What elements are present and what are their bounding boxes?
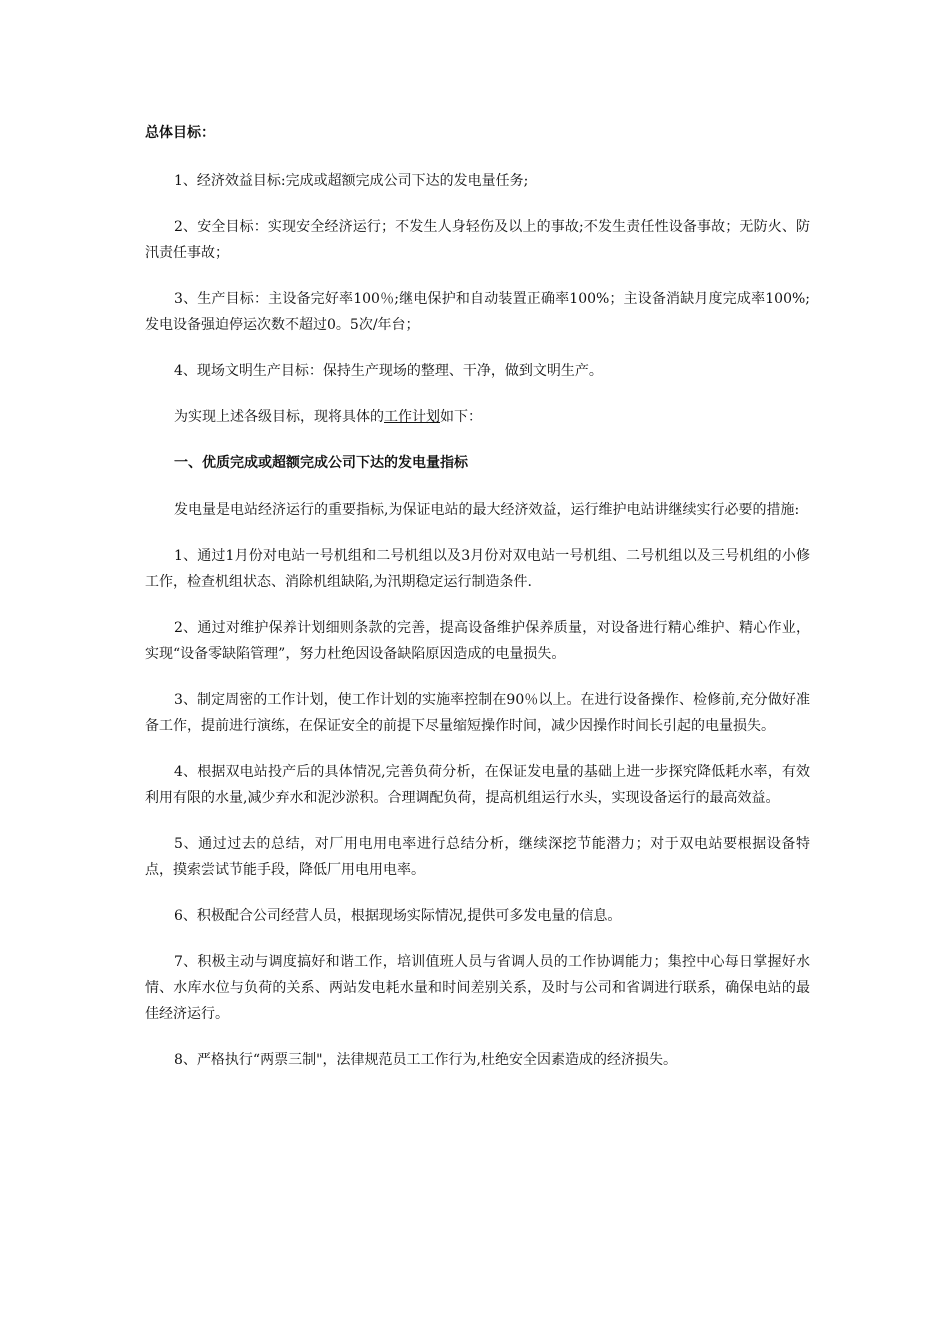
measure-item-6: 6、积极配合公司经营人员，根据现场实际情况,提供可多发电量的信息。 [174, 908, 622, 924]
measure-item-7: 7、积极主动与调度搞好和谐工作，培训值班人员与省调人员的工作协调能力；集控中心每日掌握好水情、水库水位与负荷的关系、两站发电耗水量和时间差别关系，及时与公司和省调进行联系，确保电站的最佳经济运行。 [145, 954, 810, 1022]
measure-item-3: 3、制定周密的工作计划，使工作计划的实施率控制在90％以上。在进行设备操作、检修前,充分做好准备工作，提前进行演练，在保证安全的前提下尽量缩短操作时间，减少因操作时间长引起的电量损失。 [145, 692, 810, 734]
goal-paragraph-1: 1、经济效益目标:完成或超额完成公司下达的发电量任务; [174, 173, 529, 189]
measure-item-4: 4、根据双电站投产后的具体情况,完善负荷分析，在保证发电量的基础上进一步探究降低耗水率，有效利用有限的水量,减少弃水和泥沙淤积。合理调配负荷，提高机组运行水头，实现设备运行的最高效益。 [145, 764, 810, 806]
section-lead-paragraph: 发电量是电站经济运行的重要指标,为保证电站的最大经济效益，运行维护电站讲继续实行必要的措施: [174, 502, 800, 518]
goal-paragraph-3: 3、生产目标：主设备完好率100％;继电保护和自动装置正确率100%；主设备消缺月度完成率100%;发电设备强迫停运次数不超过0。5次/年台； [145, 291, 810, 333]
goal-paragraph-4: 4、现场文明生产目标：保持生产现场的整理、干净，做到文明生产。 [174, 363, 603, 379]
intro-paragraph [145, 404, 810, 430]
intro-text-after: 如下： [440, 409, 482, 425]
section-heading: 一、优质完成或超额完成公司下达的发电量指标 [174, 455, 468, 471]
measure-item-2: 2、通过对维护保养计划细则条款的完善，提高设备维护保养质量，对设备进行精心维护、精心作业，实现“设备零缺陷管理”，努力杜绝因设备缺陷原因造成的电量损失。 [145, 620, 810, 662]
work-plan-link[interactable]: 工作计划 [384, 409, 440, 425]
goal-paragraph-2: 2、安全目标：实现安全经济运行；不发生人身轻伤及以上的事故;不发生责任性设备事故；无防火、防汛责任事故； [145, 219, 810, 261]
intro-text-before: 为实现上述各级目标，现将具体的 [174, 409, 384, 425]
page-title: 总体目标： [145, 125, 215, 141]
measure-item-1: 1、通过1月份对电站一号机组和二号机组以及3月份对双电站一号机组、二号机组以及三号机组的小修工作，检查机组状态、消除机组缺陷,为汛期稳定运行制造条件. [145, 548, 810, 590]
document-body [145, 120, 810, 1093]
measure-item-8: 8、严格执行“两票三制"，法律规范员工工作行为,杜绝安全因素造成的经济损失。 [174, 1052, 677, 1068]
measure-item-5: 5、通过过去的总结，对厂用电用电率进行总结分析，继续深挖节能潜力；对于双电站要根据设备特点，摸索尝试节能手段，降低厂用电用电率。 [145, 836, 810, 878]
